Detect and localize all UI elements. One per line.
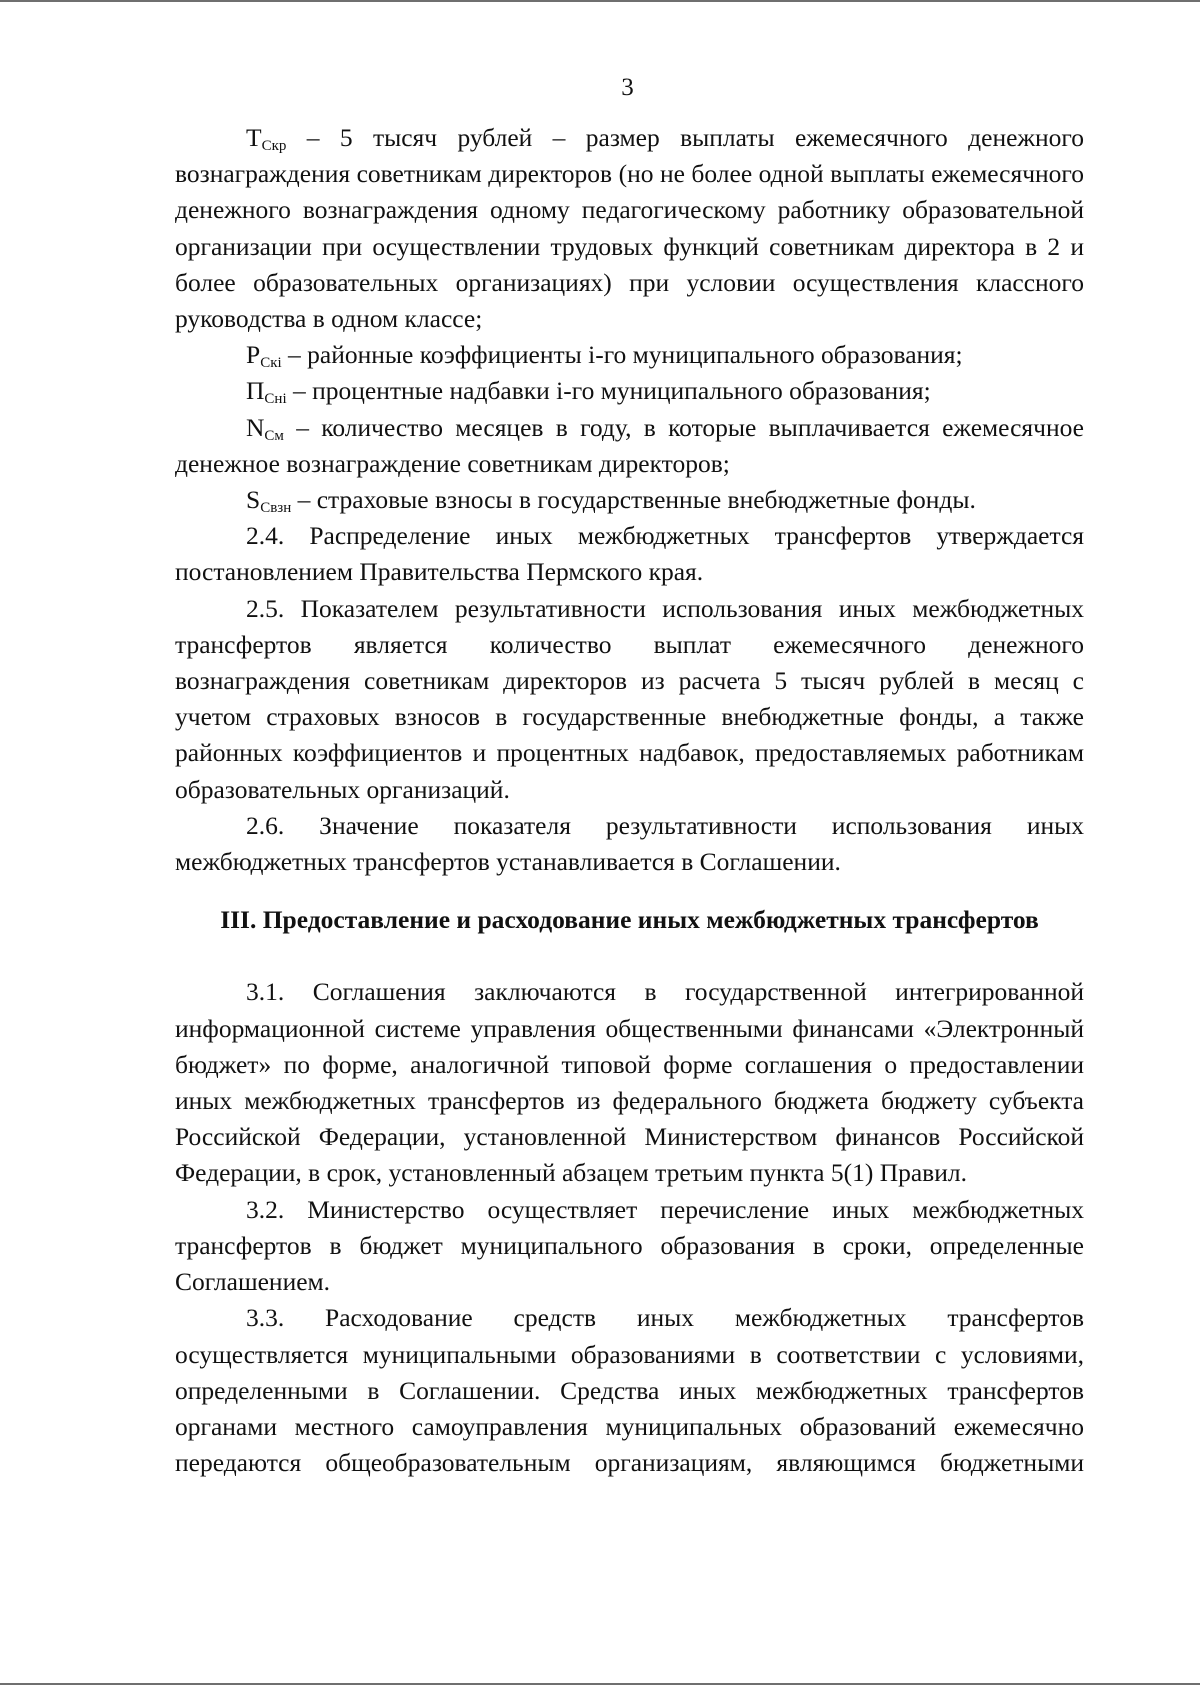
document-body — [175, 120, 1084, 1481]
definition-t-skr — [175, 120, 1084, 337]
definition-r-ski — [175, 337, 1084, 373]
definition-r-text: – районные коэффициенты i-го муниципального образования; — [281, 340, 963, 370]
definition-t-text: – 5 тысяч рублей – размер выплаты ежемесячного денежного вознаграждения советникам директоров (но не более одной выплаты ежемесячного денежного вознаграждения одному педагогическому работнику образовательной организации при осуществлении трудовых функций советникам директора в 2 и более образовательных организациях) при условии осуществления классного руководства в одном классе; — [175, 123, 1084, 334]
definition-p-text: – процентные надбавки i-го муниципального образования; — [286, 376, 931, 406]
symbol-p-subscript: Снi — [264, 391, 287, 408]
symbol-t-subscript: Скр — [261, 138, 287, 154]
symbol-s-subscript: Свзн — [260, 500, 292, 517]
symbol-t: Т — [246, 123, 262, 152]
paragraph-3-2: 3.2. Министерство осуществляет перечисление иных межбюджетных трансфертов в бюджет муниципального образования в сроки, определенные Соглашением. — [175, 1194, 1084, 1297]
paragraph-2-5: 2.5. Показателем результативности использования иных межбюджетных трансфертов является количество выплат ежемесячного денежного вознаграждения советникам директоров из расчета 5 тысяч рублей в месяц с учетом страховых взносов в государственные внебюджетные фонды, а также районных коэффициентов и процентных надбавок, предоставляемых работникам образовательных организаций. — [175, 593, 1084, 804]
page-number: 3 — [621, 74, 634, 101]
definition-n-text: – количество месяцев в году, в которые выплачивается ежемесячное денежное вознаграждение советникам директоров; — [175, 412, 1084, 478]
paragraph-2-6: 2.6. Значение показателя результативности использования иных межбюджетных трансфертов устанавливается в Соглашении. — [175, 810, 1084, 877]
paragraph-3-1: 3.1. Соглашения заключаются в государственной интегрированной информационной системе управления общественными финансами «Электронный бюджет» по форме, аналогичной типовой форме соглашения о предоставлении иных межбюджетных трансфертов из федерального бюджета бюджету субъекта Российской Федерации, установленной Министерством финансов Российской Федерации, в срок, установленный абзацем третьим пункта 5(1) Правил. — [175, 977, 1084, 1188]
symbol-r: Р — [246, 340, 261, 370]
symbol-r-subscript: Скi — [260, 355, 282, 372]
definition-s-text: – страховые взносы в государственные внебюджетные фонды. — [291, 485, 976, 515]
symbol-n-subscript: См — [264, 427, 284, 444]
definition-n-sm — [175, 410, 1084, 482]
paragraph-2-4: 2.4. Распределение иных межбюджетных трансфертов утверждается постановлением Правительства Пермского края. — [175, 521, 1084, 587]
section-3-heading: III. Предоставление и расходование иных межбюджетных трансфертов — [220, 905, 1039, 935]
definition-p-sni — [175, 373, 1084, 409]
symbol-s: S — [246, 485, 261, 515]
symbol-n: N — [246, 412, 265, 442]
symbol-p: П — [246, 376, 265, 406]
paragraph-3-3: 3.3. Расходование средств иных межбюджетных трансфертов осуществляется муниципальными образованиями в соответствии с условиями, определенными в Соглашении. Средства иных межбюджетных трансфертов органами местного самоуправления муниципальных образований ежемесячно передаются общеобразовательным организациям, являющимся бюджетными — [175, 1303, 1084, 1478]
definition-s-svzn — [175, 482, 1084, 518]
